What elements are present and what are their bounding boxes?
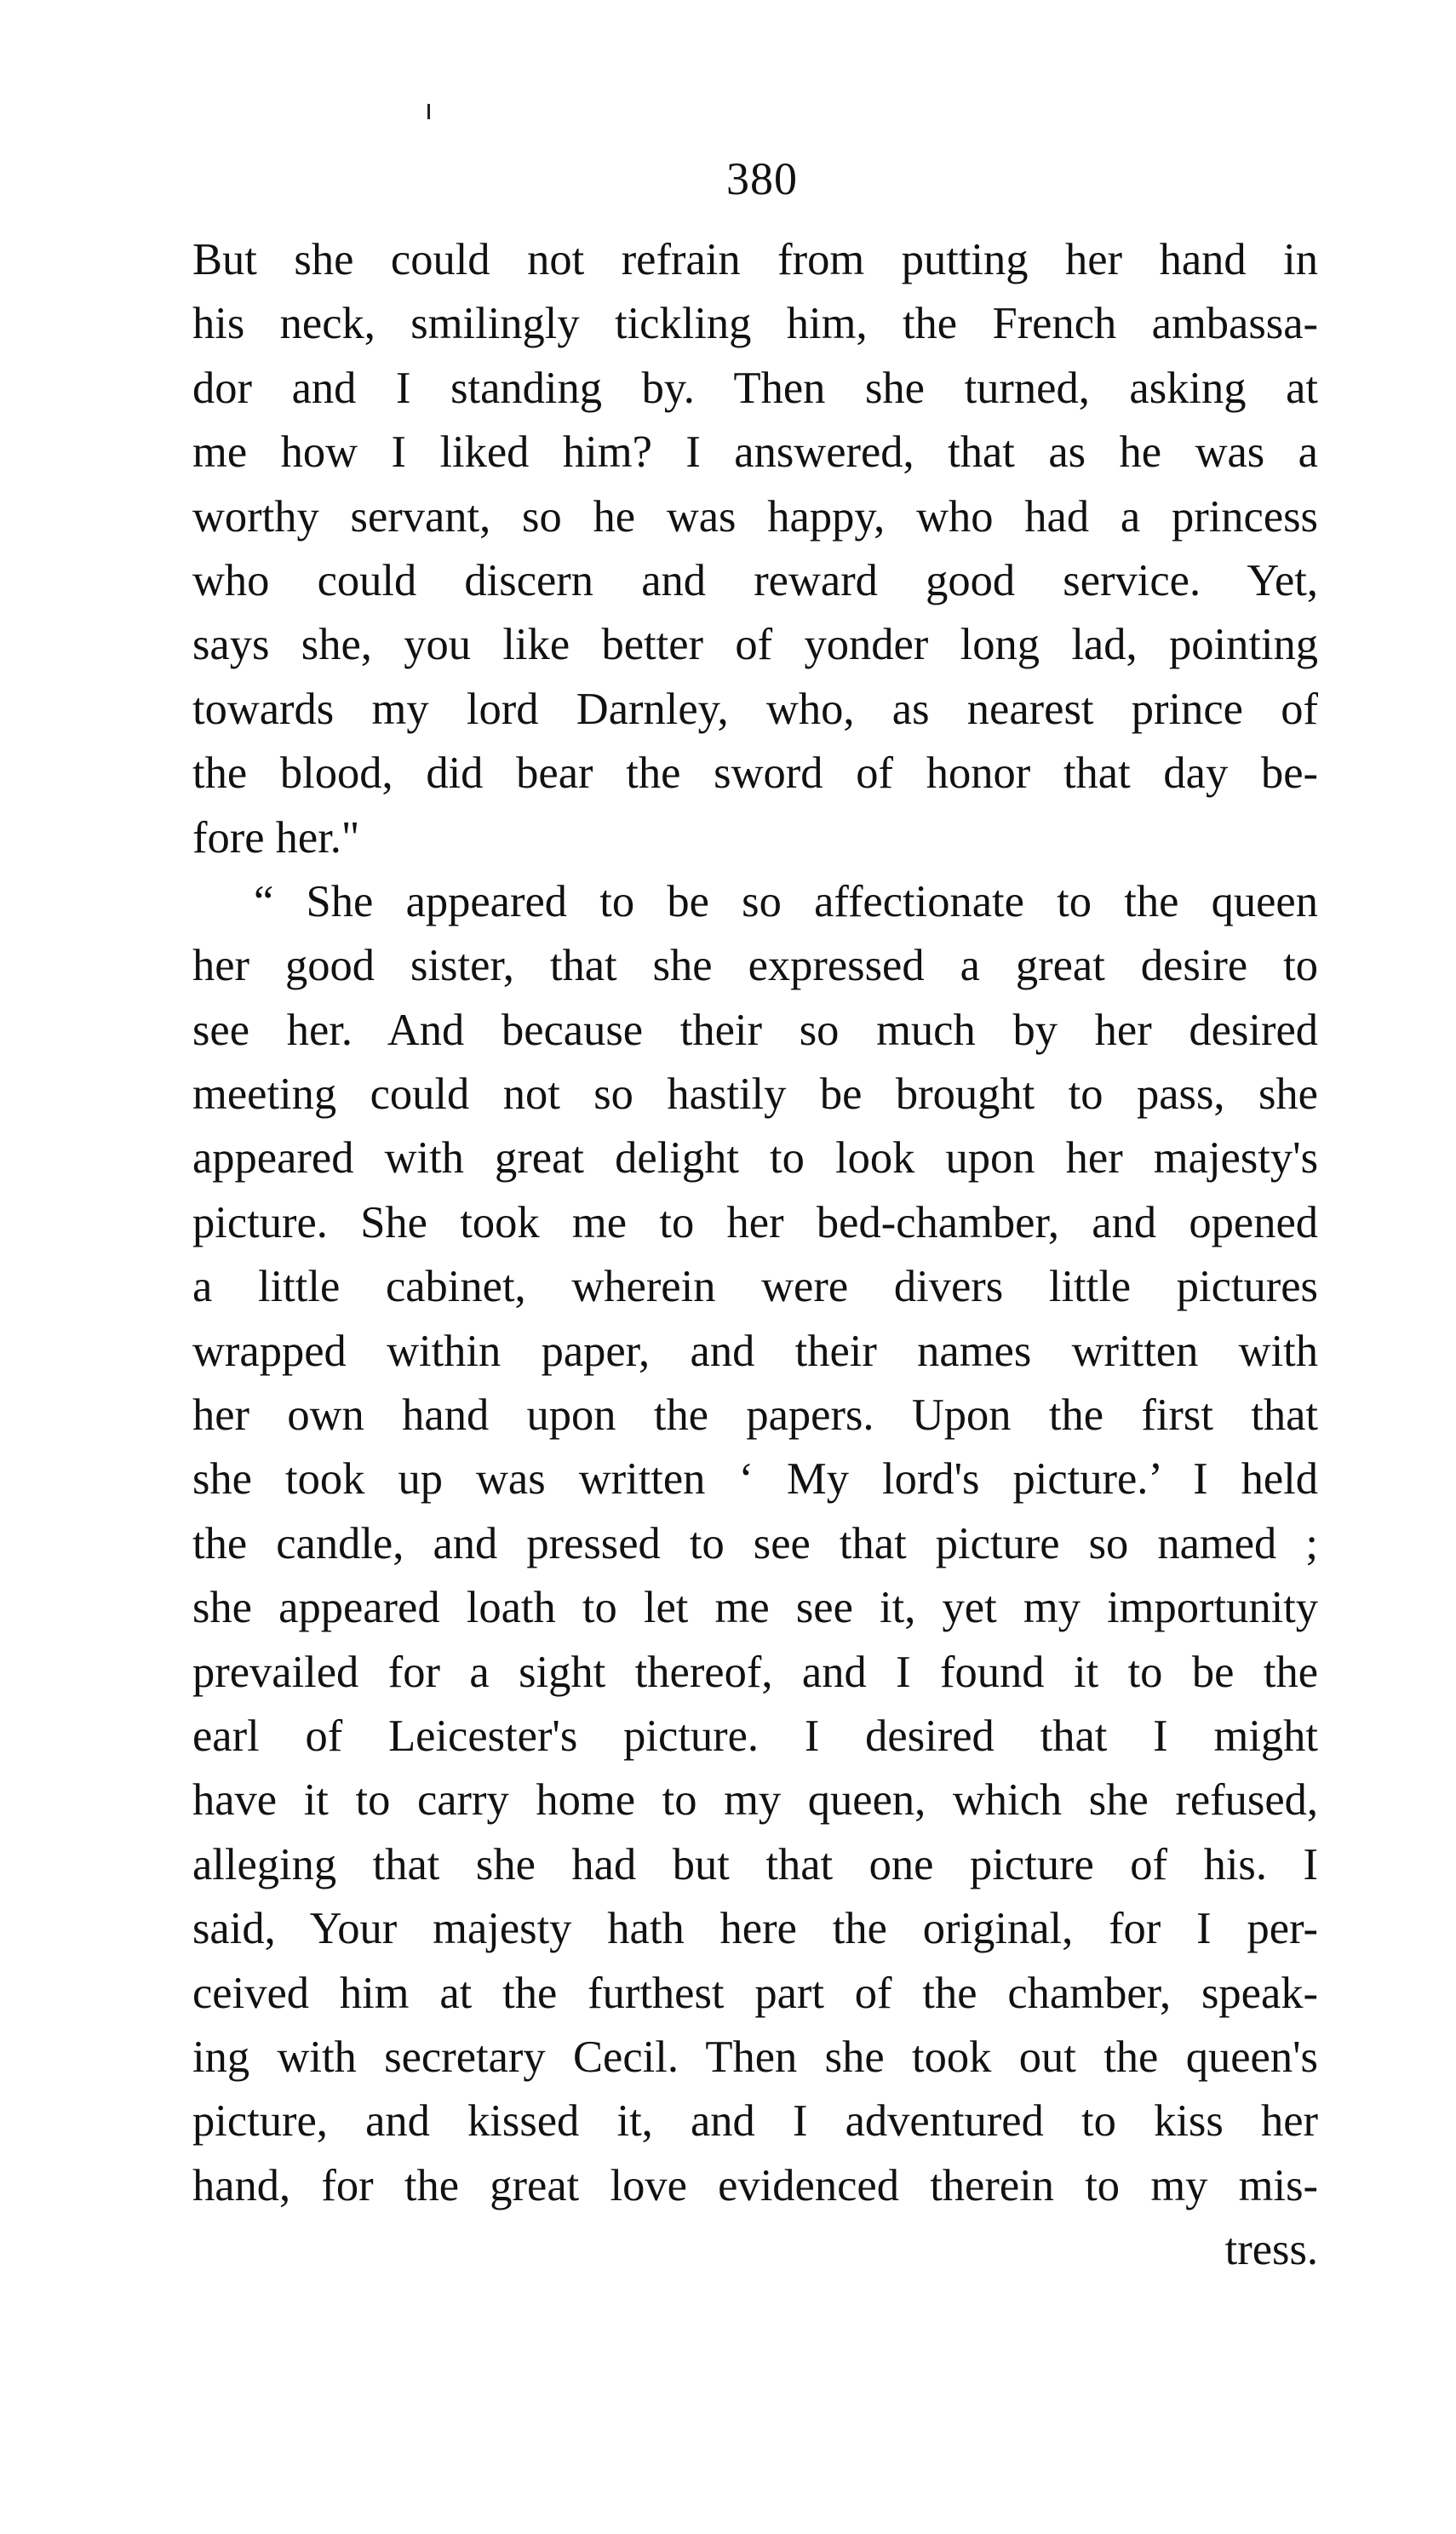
text-line: But she could not refrain from putting her hand in <box>192 235 1318 284</box>
text-line: dor and I standing by. Then she turned, asking at <box>192 363 1318 413</box>
text-line: she took up was written ‘ My lord's picture.’ I held <box>192 1454 1318 1505</box>
text-line: ceived him at the furthest part of the chamber, speak- <box>192 1968 1318 2018</box>
text-line: me how I liked him? I answered, that as he was a <box>192 427 1318 478</box>
page-number: 380 <box>726 153 798 204</box>
text-line: his neck, smilingly tickling him, the French ambassa- <box>192 299 1318 349</box>
text-line: she appeared loath to let me see it, yet my importunity <box>192 1583 1318 1633</box>
text-line: a little cabinet, wherein were divers little pictures <box>192 1262 1318 1312</box>
text-line: hand, for the great love evidenced therein to my mis- <box>192 2160 1318 2210</box>
text-line: towards my lord Darnley, who, as nearest prince of <box>192 684 1318 734</box>
text-line: alleging that she had but that one picture of his. I <box>192 1839 1318 1889</box>
text-line: the blood, did bear the sword of honor that day be- <box>192 748 1318 799</box>
text-line: meeting could not so hastily be brought to pass, she <box>192 1069 1318 1120</box>
text-line: picture. She took me to her bed-chamber, and opened <box>192 1197 1318 1247</box>
text-line: says she, you like better of yonder long lad, pointing <box>192 620 1318 670</box>
text-line: ing with secretary Cecil. Then she took out the queen's <box>192 2032 1318 2082</box>
text-line: “ She appeared to be so affectionate to the queen <box>254 876 1318 926</box>
text-line: see her. And because their so much by her desired <box>192 1005 1318 1055</box>
body-text <box>192 228 1318 2283</box>
text-line: have it to carry home to my queen, which she refused, <box>192 1775 1318 1826</box>
text-line: wrapped within paper, and their names written with <box>192 1326 1318 1376</box>
text-line: earl of Leicester's picture. I desired that I might <box>192 1711 1318 1761</box>
text-line: fore her." <box>192 812 360 863</box>
text-line: her good sister, that she expressed a great desire to <box>192 941 1318 991</box>
text-line: prevailed for a sight thereof, and I found it to be the <box>192 1647 1318 1697</box>
print-mark <box>427 104 430 119</box>
text-line: said, Your majesty hath here the original, for I per- <box>192 1904 1318 1954</box>
text-line: appeared with great delight to look upon her majesty's <box>192 1133 1318 1184</box>
text-line: the candle, and pressed to see that picture so named ; <box>192 1518 1318 1568</box>
text-line: who could discern and reward good service. Yet, <box>192 555 1318 605</box>
text-line: picture, and kissed it, and I adventured to kiss her <box>192 2096 1318 2147</box>
text-line: her own hand upon the papers. Upon the first that <box>192 1390 1318 1441</box>
text-line: worthy servant, so he was happy, who had a princess <box>192 491 1318 542</box>
text-line: tress. <box>1224 2225 1318 2275</box>
